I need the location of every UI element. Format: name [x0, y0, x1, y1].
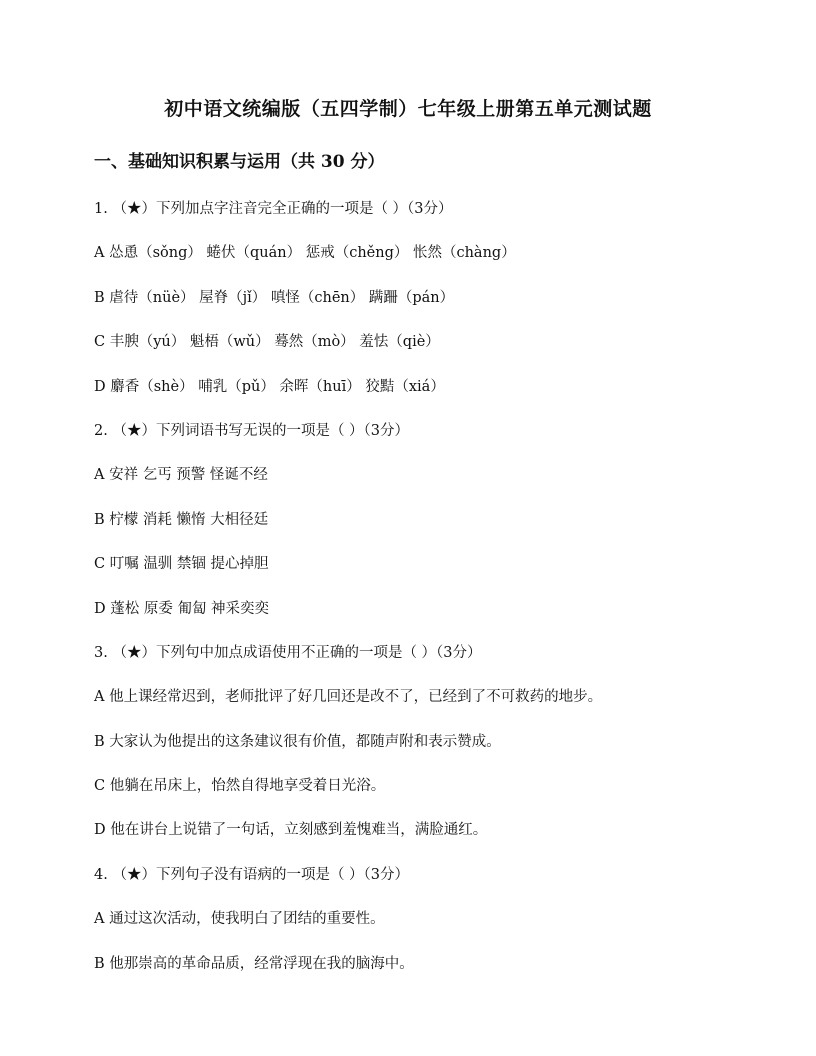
option-line: D 蓬松 原委 匍匐 神采奕奕 [94, 600, 270, 617]
question-line: 1. （★）下列加点字注音完全正确的一项是（ ）（3分） [94, 201, 453, 217]
question-line: 4. （★）下列句子没有语病的一项是（ ）（3分） [94, 866, 410, 883]
option-line: C 丰腴（yú） 魁梧（wǔ） 蓦然（mò） 羞怯（qiè） [94, 334, 440, 351]
option-line: B 他那崇高的革命品质，经常浮现在我的脑海中。 [94, 955, 414, 972]
option-line: D 麝香（shè） 哺乳（pǔ） 余晖（huī） 狡黠（xiá） [94, 378, 445, 395]
option-line: B 大家认为他提出的这条建议很有价值，都随声附和表示赞成。 [94, 733, 501, 750]
option-line: C 叮嘱 温驯 禁锢 提心掉胆 [94, 556, 269, 573]
option-line: A 怂恿（sǒng） 蜷伏（quán） 惩戒（chěng） 怅然（chàng） [94, 245, 516, 262]
document-title: 初中语文统编版（五四学制）七年级上册第五单元测试题 [164, 98, 652, 120]
option-line: C 他躺在吊床上，怡然自得地享受着日光浴。 [94, 778, 386, 795]
question-list [94, 197, 794, 996]
section-heading: 一、基础知识积累与运用（共 30 分） [94, 152, 385, 172]
option-line: B 柠檬 消耗 懒惰 大相径廷 [94, 511, 269, 528]
option-line: A 他上课经常迟到，老师批评了好几回还是改不了，已经到了不可救药的地步。 [94, 689, 603, 706]
option-line: D 他在讲台上说错了一句话，立刻感到羞愧难当，满脸通红。 [94, 822, 488, 839]
option-line: B 虐待（nüè） 屋脊（jǐ） 嗔怪（chēn） 蹒跚（pán） [94, 289, 455, 306]
option-line: A 通过这次活动，使我明白了团结的重要性。 [94, 911, 385, 928]
question-line: 2. （★）下列词语书写无误的一项是（ ）（3分） [94, 422, 410, 439]
question-line: 3. （★）下列句中加点成语使用不正确的一项是（ ）（3分） [94, 644, 482, 661]
option-line: A 安祥 乞丐 预警 怪诞不经 [94, 467, 268, 484]
